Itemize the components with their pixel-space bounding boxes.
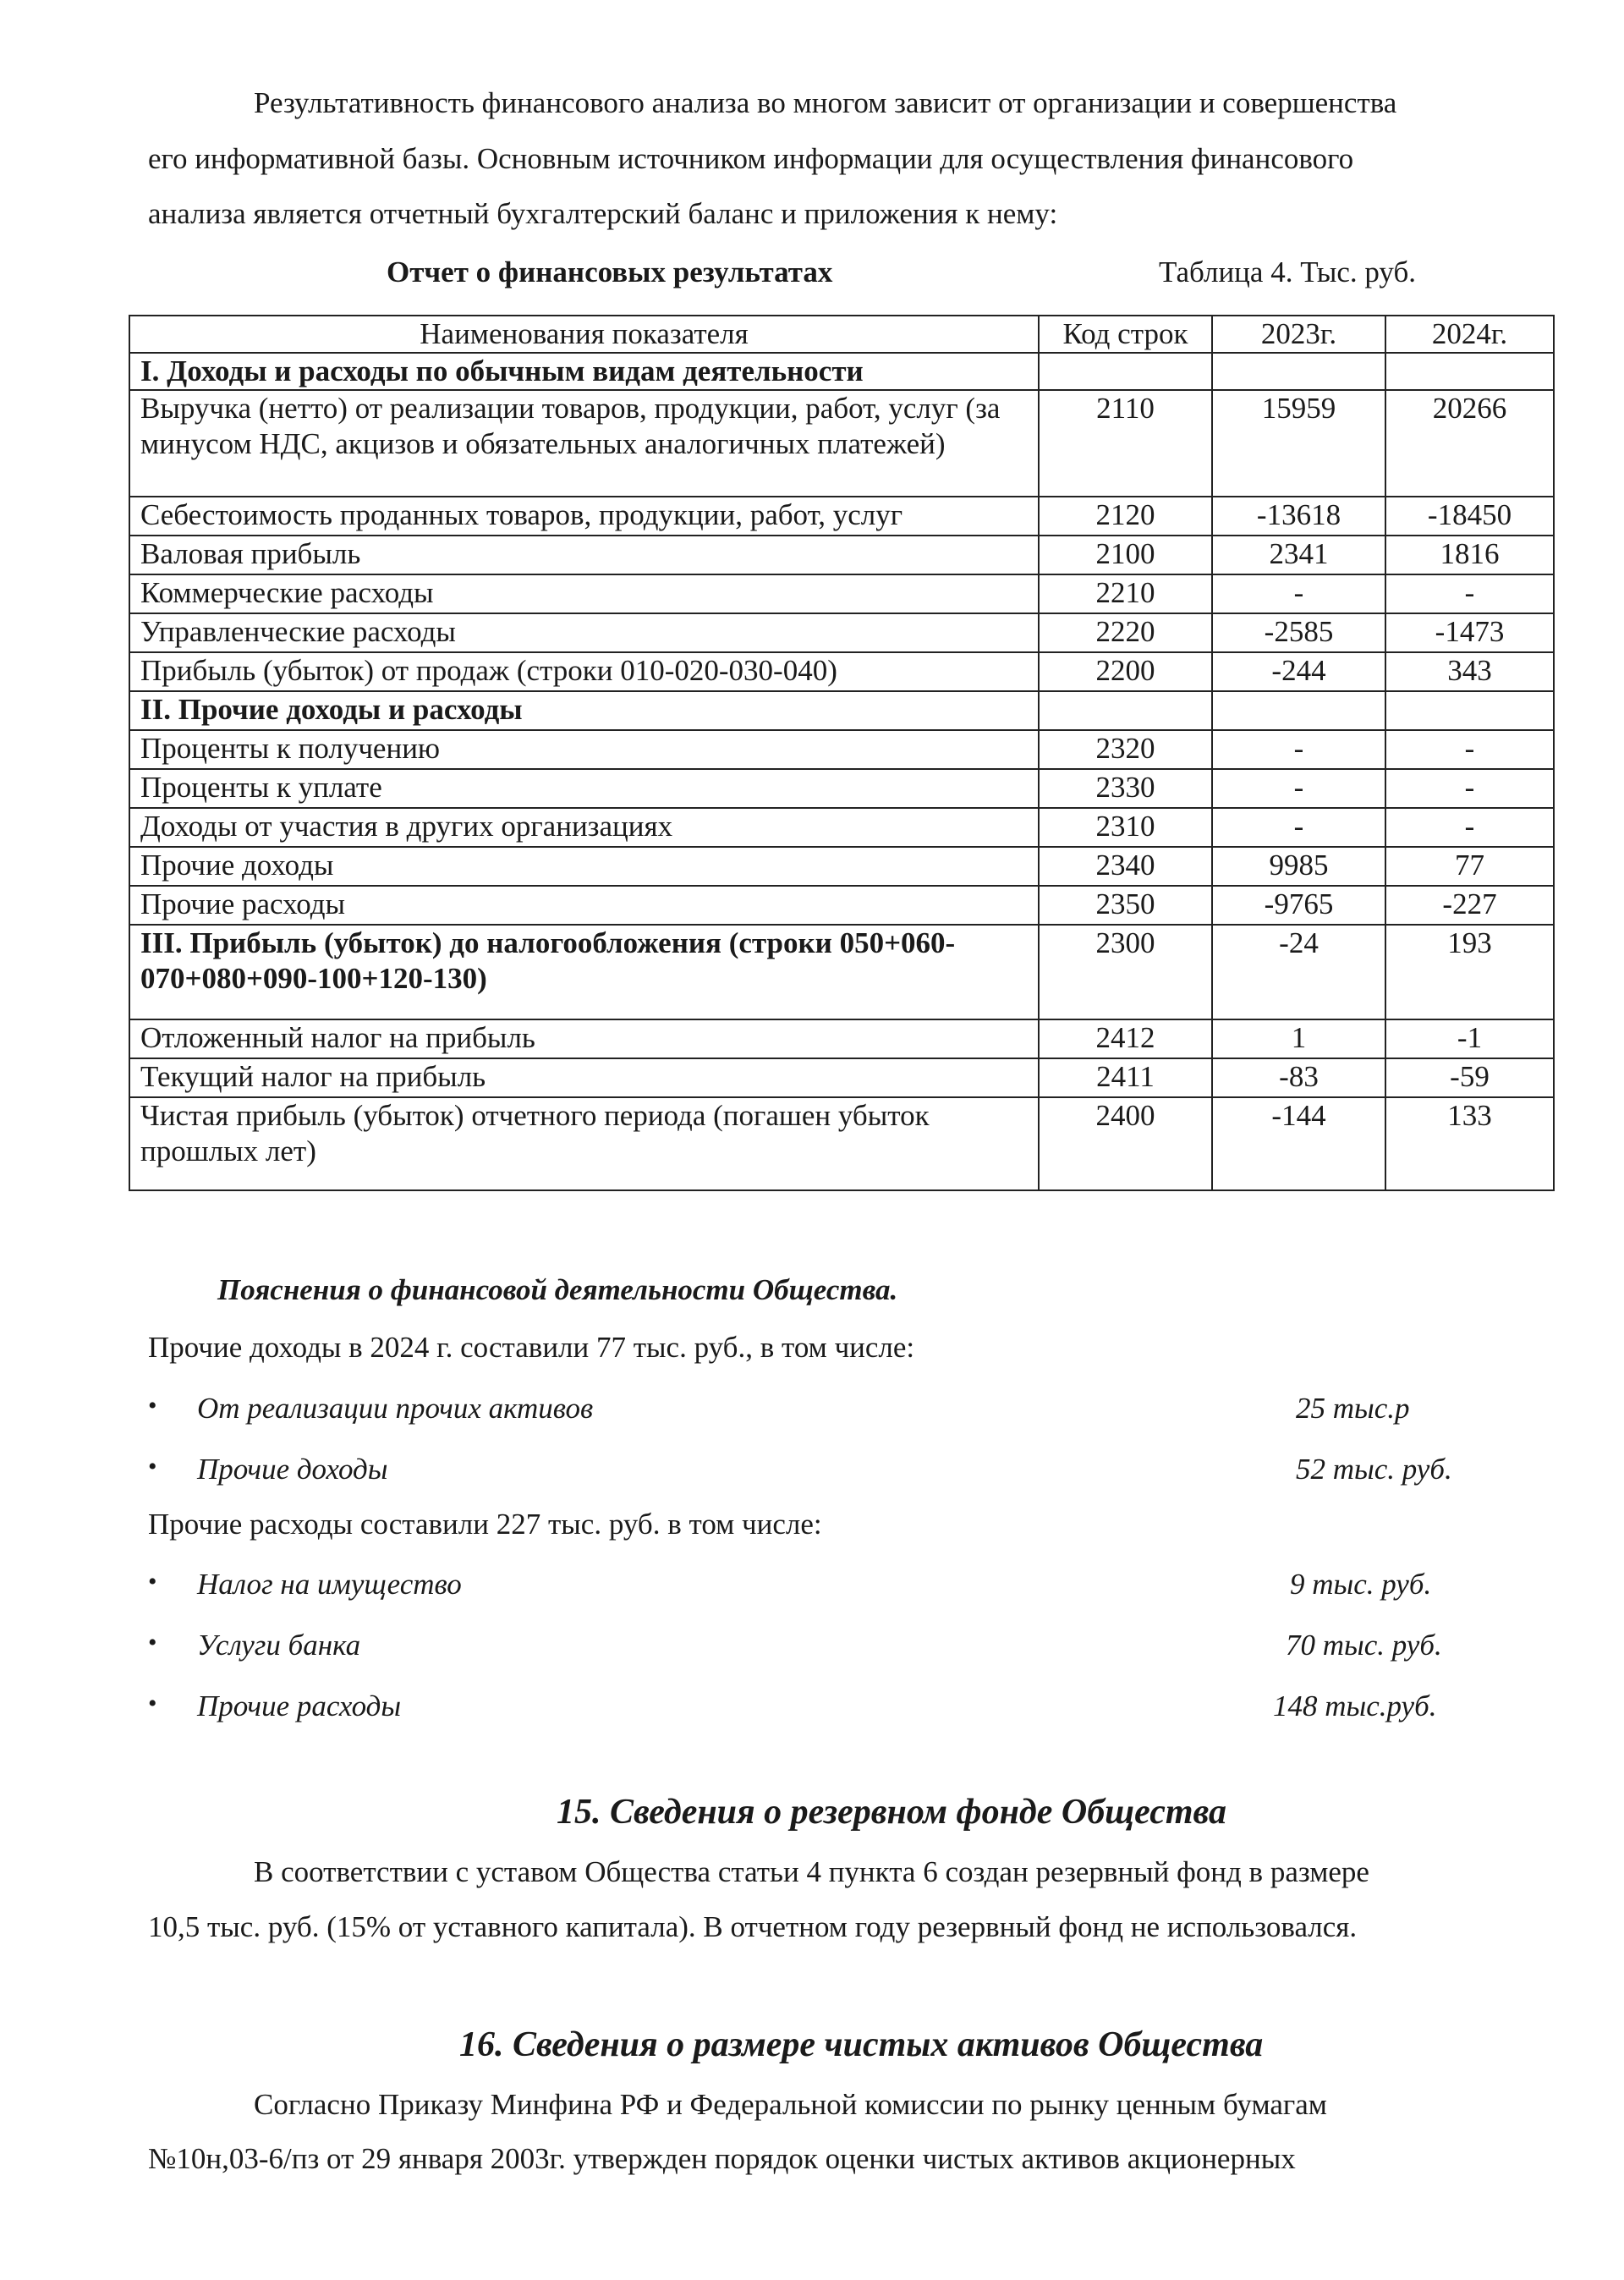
- table-section-row: [129, 353, 1554, 390]
- row-name: III. Прибыль (убыток) до налогообложения (строки 050+060-070+080+090-100+120-130): [129, 925, 1039, 1019]
- row-value-2024: -: [1385, 730, 1554, 769]
- table-row: [129, 1058, 1554, 1097]
- table-row: [129, 808, 1554, 847]
- table-row: [129, 390, 1554, 497]
- table-row: [129, 1019, 1554, 1058]
- table-row: [129, 497, 1554, 536]
- header-2024: 2024г.: [1385, 316, 1554, 353]
- bullet-icon: •: [148, 1629, 157, 1656]
- row-value-2023: 1: [1212, 1019, 1385, 1058]
- expense-item-label: Прочие расходы: [197, 1689, 402, 1722]
- section-16-heading: 16. Сведения о размере чистых активов Общества: [459, 2025, 1264, 2064]
- row-name: Коммерческие расходы: [129, 574, 1039, 613]
- row-value-2023: 15959: [1212, 390, 1385, 497]
- expense-item-amount: 70 тыс. руб.: [1286, 1629, 1442, 1662]
- row-code: 2340: [1039, 847, 1212, 886]
- expense-item: [148, 1629, 1468, 1671]
- row-value-2024: 1816: [1385, 536, 1554, 574]
- row-code: 2320: [1039, 730, 1212, 769]
- section-15-line-2: 10,5 тыс. руб. (15% от уставного капитала). В отчетном году резервный фонд не использовался.: [148, 1910, 1358, 1943]
- row-value-2023: -2585: [1212, 613, 1385, 652]
- bullet-icon: •: [148, 1568, 157, 1596]
- bullet-icon: •: [148, 1392, 157, 1420]
- header-2023: 2023г.: [1212, 316, 1385, 353]
- row-name: Проценты к уплате: [129, 769, 1039, 808]
- expense-item: [148, 1689, 1468, 1732]
- row-name: II. Прочие доходы и расходы: [129, 691, 1039, 730]
- row-value-2023: [1212, 691, 1385, 730]
- row-name: Текущий налог на прибыль: [129, 1058, 1039, 1097]
- row-value-2023: -9765: [1212, 886, 1385, 925]
- row-name: Прибыль (убыток) от продаж (строки 010-020-030-040): [129, 652, 1039, 691]
- row-name: Валовая прибыль: [129, 536, 1039, 574]
- income-item-label: Прочие доходы: [197, 1453, 388, 1486]
- income-item: [148, 1392, 1468, 1434]
- row-value-2023: -: [1212, 769, 1385, 808]
- table-row: [129, 730, 1554, 769]
- row-code: 2110: [1039, 390, 1212, 497]
- row-value-2024: 20266: [1385, 390, 1554, 497]
- intro-line-3: анализа является отчетный бухгалтерский баланс и приложения к нему:: [148, 197, 1058, 230]
- table-row: [129, 613, 1554, 652]
- bullet-icon: •: [148, 1689, 157, 1717]
- row-name: Проценты к получению: [129, 730, 1039, 769]
- table-row: [129, 769, 1554, 808]
- table-row: [129, 652, 1554, 691]
- row-value-2024: 133: [1385, 1097, 1554, 1190]
- row-name: Прочие доходы: [129, 847, 1039, 886]
- income-item: [148, 1453, 1468, 1495]
- row-name: Чистая прибыль (убыток) отчетного периода (погашен убыток прошлых лет): [129, 1097, 1039, 1190]
- row-value-2024: 193: [1385, 925, 1554, 1019]
- row-code: 2350: [1039, 886, 1212, 925]
- row-value-2023: -144: [1212, 1097, 1385, 1190]
- expense-item-label: Услуги банка: [197, 1629, 361, 1662]
- row-value-2023: 9985: [1212, 847, 1385, 886]
- row-value-2024: -227: [1385, 886, 1554, 925]
- table-row: [129, 847, 1554, 886]
- row-value-2024: -: [1385, 574, 1554, 613]
- row-value-2024: -18450: [1385, 497, 1554, 536]
- row-value-2023: -: [1212, 808, 1385, 847]
- bullet-icon: •: [148, 1453, 157, 1481]
- table-row: [129, 886, 1554, 925]
- table-row: [129, 536, 1554, 574]
- row-value-2023: -: [1212, 574, 1385, 613]
- row-value-2024: 77: [1385, 847, 1554, 886]
- table-section-row: [129, 691, 1554, 730]
- row-value-2024: -1: [1385, 1019, 1554, 1058]
- row-code: 2300: [1039, 925, 1212, 1019]
- row-code: 2120: [1039, 497, 1212, 536]
- table-section-row: [129, 925, 1554, 1019]
- row-value-2023: -: [1212, 730, 1385, 769]
- expense-item-label: Налог на имущество: [197, 1568, 462, 1601]
- expense-item-amount: 148 тыс.руб.: [1273, 1689, 1437, 1722]
- row-code: [1039, 353, 1212, 390]
- row-value-2023: -83: [1212, 1058, 1385, 1097]
- header-name: Наименования показателя: [129, 316, 1039, 353]
- expense-item-amount: 9 тыс. руб.: [1290, 1568, 1432, 1601]
- explanations-heading: Пояснения о финансовой деятельности Общества.: [217, 1273, 898, 1306]
- income-item-label: От реализации прочих активов: [197, 1392, 594, 1425]
- financial-results-table: [129, 315, 1555, 1191]
- row-value-2024: -1473: [1385, 613, 1554, 652]
- intro-line-1: Результативность финансового анализа во многом зависит от организации и совершенства: [254, 86, 1397, 119]
- row-code: 2200: [1039, 652, 1212, 691]
- intro-line-2: его информативной базы. Основным источником информации для осуществления финансового: [148, 142, 1354, 175]
- expense-item: [148, 1568, 1468, 1610]
- row-name: Доходы от участия в других организациях: [129, 808, 1039, 847]
- row-name: Выручка (нетто) от реализации товаров, продукции, работ, услуг (за минусом НДС, акцизов и обязательных аналогичных платежей): [129, 390, 1039, 497]
- row-value-2023: 2341: [1212, 536, 1385, 574]
- row-code: 2330: [1039, 769, 1212, 808]
- row-value-2024: -59: [1385, 1058, 1554, 1097]
- table-header-row: [129, 316, 1554, 353]
- row-name: Управленческие расходы: [129, 613, 1039, 652]
- table-row: [129, 1097, 1554, 1190]
- income-intro: Прочие доходы в 2024 г. составили 77 тыс. руб., в том числе:: [148, 1331, 915, 1364]
- table-number: Таблица 4. Тыс. руб.: [1159, 255, 1417, 288]
- row-name: Себестоимость проданных товаров, продукции, работ, услуг: [129, 497, 1039, 536]
- row-code: 2100: [1039, 536, 1212, 574]
- section-15-line-1: В соответствии с уставом Общества статьи 4 пункта 6 создан резервный фонд в размере: [254, 1855, 1369, 1888]
- row-value-2024: -: [1385, 769, 1554, 808]
- section-16-line-2: №10н,03-6/пз от 29 января 2003г. утвержден порядок оценки чистых активов акционерных: [148, 2142, 1296, 2175]
- table-row: [129, 574, 1554, 613]
- section-16-line-1: Согласно Приказу Минфина РФ и Федеральной комиссии по рынку ценным бумагам: [254, 2088, 1327, 2121]
- row-value-2023: -24: [1212, 925, 1385, 1019]
- row-value-2023: [1212, 353, 1385, 390]
- row-value-2024: [1385, 353, 1554, 390]
- row-value-2024: [1385, 691, 1554, 730]
- expense-intro: Прочие расходы составили 227 тыс. руб. в том числе:: [148, 1508, 822, 1541]
- header-code: Код строк: [1039, 316, 1212, 353]
- row-code: 2400: [1039, 1097, 1212, 1190]
- income-item-amount: 25 тыс.р: [1296, 1392, 1410, 1425]
- row-code: [1039, 691, 1212, 730]
- table-title: Отчет о финансовых результатах: [387, 255, 833, 288]
- row-value-2024: 343: [1385, 652, 1554, 691]
- income-item-amount: 52 тыс. руб.: [1296, 1453, 1452, 1486]
- row-value-2024: -: [1385, 808, 1554, 847]
- section-15-heading: 15. Сведения о резервном фонде Общества: [557, 1793, 1227, 1832]
- row-name: Отложенный налог на прибыль: [129, 1019, 1039, 1058]
- row-name: Прочие расходы: [129, 886, 1039, 925]
- row-code: 2220: [1039, 613, 1212, 652]
- row-code: 2310: [1039, 808, 1212, 847]
- row-code: 2411: [1039, 1058, 1212, 1097]
- row-value-2023: -13618: [1212, 497, 1385, 536]
- row-code: 2412: [1039, 1019, 1212, 1058]
- row-value-2023: -244: [1212, 652, 1385, 691]
- row-name: I. Доходы и расходы по обычным видам деятельности: [129, 353, 1039, 390]
- row-code: 2210: [1039, 574, 1212, 613]
